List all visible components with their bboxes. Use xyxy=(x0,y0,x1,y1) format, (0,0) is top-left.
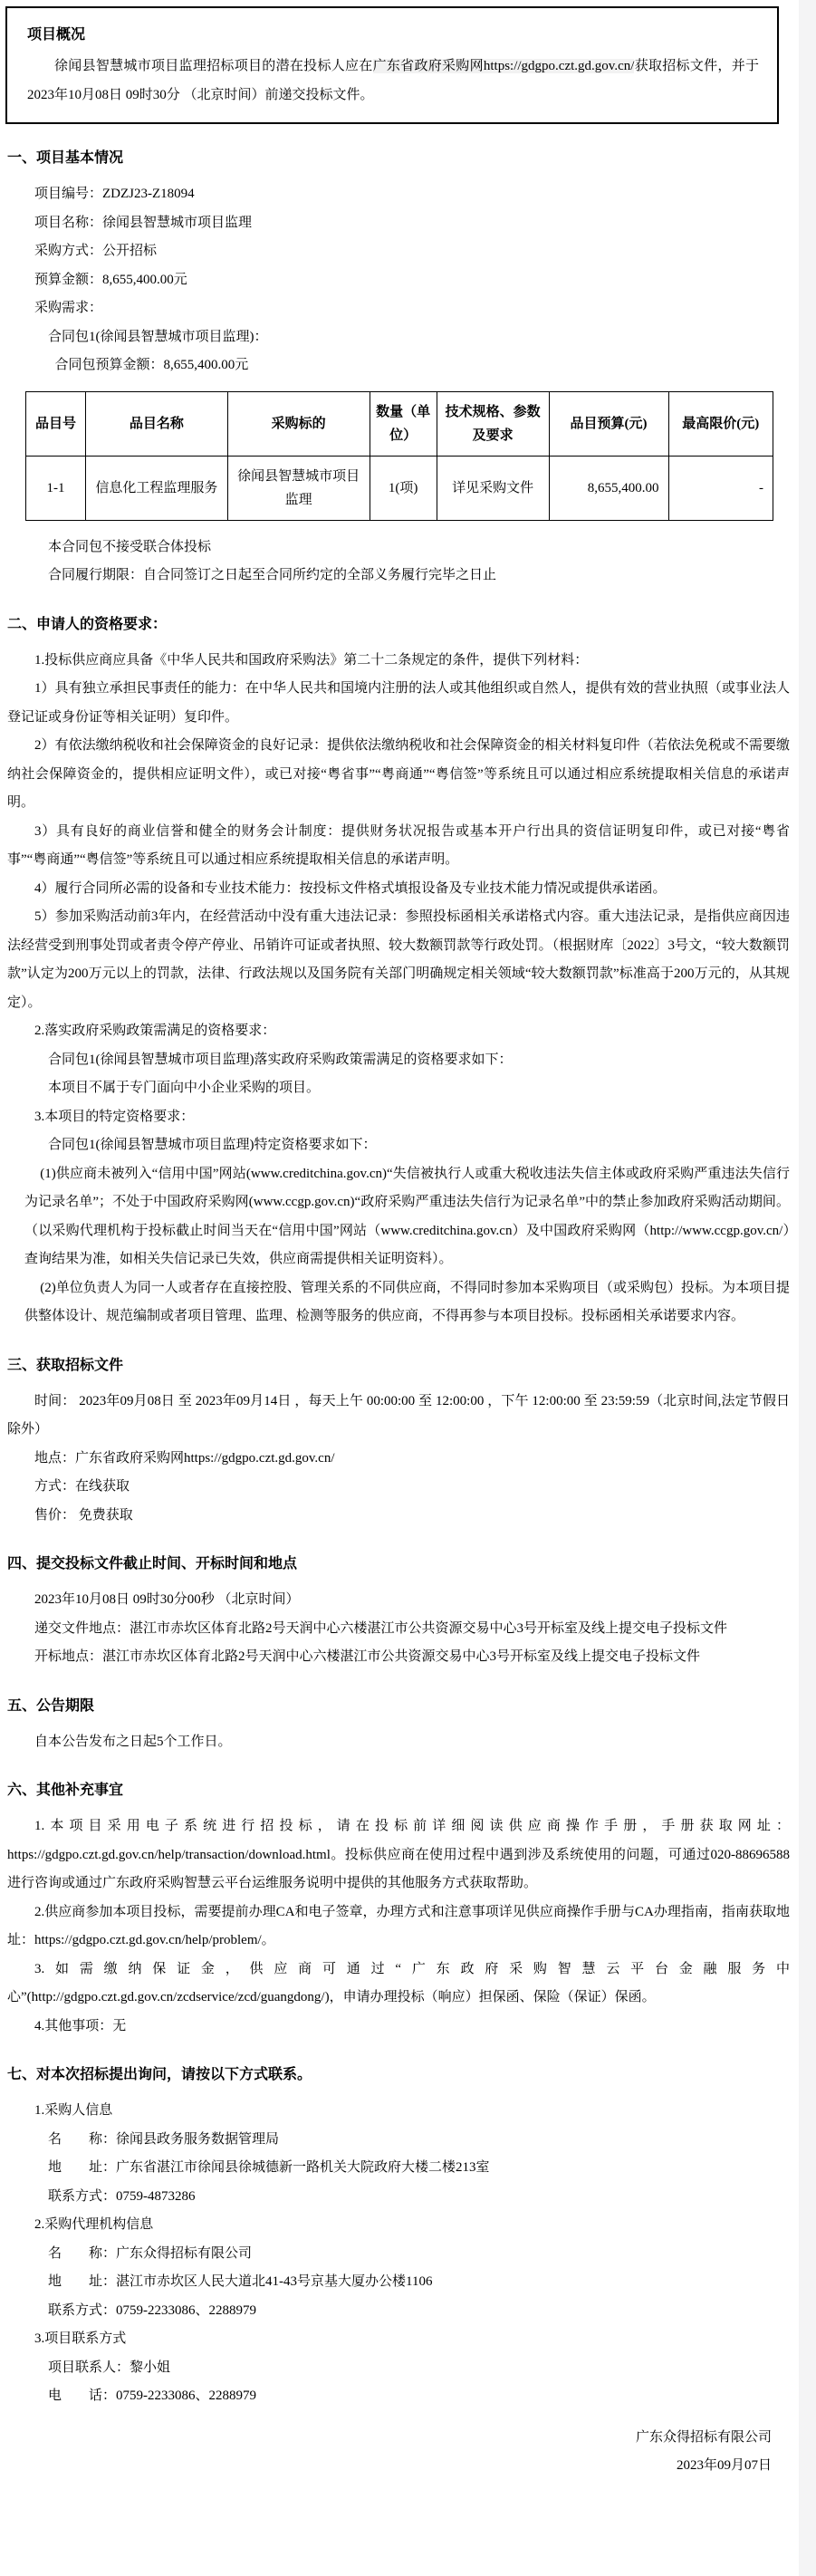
col-header-item-budget: 品目预算(元) xyxy=(549,391,668,456)
contract-package-label: 合同包1(徐闻县智慧城市项目监理)： xyxy=(48,329,268,344)
submission-place: 递交文件地点：湛江市赤坎区体育北路2号天润中心六楼湛江市公共资源交易中心3号开标室及线上提交电子投标文件 xyxy=(34,1620,728,1636)
project-contact-title: 3.项目联系方式 xyxy=(34,2331,127,2346)
contract-package-budget: 合同包预算金额：8,655,400.00元 xyxy=(54,358,249,372)
overview-paragraph xyxy=(27,53,759,110)
signature-date: 2023年09月07日 xyxy=(676,2458,772,2473)
overview-title: 项目概况 xyxy=(27,27,86,43)
agency-info-title: 2.采购代理机构信息 xyxy=(34,2217,154,2232)
agency-name: 名 称：广东众得招标有限公司 xyxy=(48,2245,253,2261)
qualification-paragraph: 4）履行合同所必需的设备和专业技术能力：按投标文件格式填报设备及专业技术能力情况或提供承诺函。 xyxy=(34,880,667,896)
obtain-price: 售价： 免费获取 xyxy=(34,1507,133,1523)
items-table-header-row xyxy=(26,391,773,456)
cell-item-no: 1-1 xyxy=(26,456,86,520)
cell-subject: 徐闻县智慧城市项目监理 xyxy=(227,456,370,520)
section-heading-supplementary: 六、其他补充事宜 xyxy=(7,1783,124,1798)
buyer-name: 名 称：徐闻县政务服务数据管理局 xyxy=(48,2131,280,2147)
procurement-demand-label: 采购需求： xyxy=(34,301,103,315)
section-heading-announcement-period: 五、公告期限 xyxy=(7,1697,95,1714)
project-overview-box xyxy=(5,6,779,124)
overview-text-post: 获取招标文件，并于 2023年10月08日 09时30分 （北京时间）前递交投标文件。 xyxy=(27,59,759,102)
col-header-price-cap: 最高限价(元) xyxy=(668,391,773,456)
col-header-quantity: 数量（单位） xyxy=(370,391,437,456)
col-header-specs: 技术规格、参数及要求 xyxy=(437,391,549,456)
qualification-paragraph: (2)单位负责人为同一人或者存在直接控股、管理关系的不同供应商，不得同时参加本采购项目（或采购包）投标。为本项目提供整体设计、规范编制或者项目管理、监理、检测等服务的供应商，不得再参与本项目投标。投标函相关承诺要求内容。 xyxy=(24,1280,790,1323)
project-contact-person: 项目联系人：黎小姐 xyxy=(48,2360,171,2375)
obtain-method: 方式：在线获取 xyxy=(34,1479,130,1494)
buyer-info-title: 1.采购人信息 xyxy=(34,2103,113,2118)
qualification-paragraph: 1.投标供应商应具备《中华人民共和国政府采购法》第二十二条规定的条件，提供下列材料： xyxy=(34,652,589,668)
supplementary-item: 1.本项目采用电子系统进行招投标，请在投标前详细阅读供应商操作手册，手册获取网址：https://gdgpo.czt.gd.gov.cn/help/transaction/download.html。投标供应商在使用过程中遇到涉及系统使用的问题，可通过020-88696588 进行咨询或通过广东政府采购智慧云平台运维服务说明中提供的其他服务方式获取帮助。 xyxy=(7,1819,790,1890)
contract-period-note: 合同履行期限：自合同签订之日起至合同所约定的全部义务履行完毕之日止 xyxy=(48,568,497,582)
obtain-time: 时间： 2023年09月08日 至 2023年09月14日 ，每天上午 00:00:00 至 12:00:00 ，下午 12:00:00 至 23:59:59（北京时间,法定节假日除外） xyxy=(7,1393,790,1437)
qualification-paragraph: 合同包1(徐闻县智慧城市项目监理)特定资格要求如下： xyxy=(48,1138,377,1152)
agency-contact: 联系方式：0759-2233086、2288979 xyxy=(48,2302,256,2318)
section-heading-qualifications: 二、申请人的资格要求： xyxy=(7,616,168,632)
cell-specs: 详见采购文件 xyxy=(437,456,549,520)
section-heading-submission: 四、提交投标文件截止时间、开标时间和地点 xyxy=(7,1556,298,1572)
overview-text-pre: 徐闻县智慧城市项目监理招标项目的潜在投标人应在 xyxy=(54,59,373,73)
qualification-paragraph: 2.落实政府采购政策需满足的资格要求： xyxy=(34,1024,276,1038)
consortium-note: 本合同包不接受联合体投标 xyxy=(48,539,212,554)
section-heading-obtain-documents: 三、获取招标文件 xyxy=(7,1357,124,1373)
qualification-paragraph: (1)供应商未被列入“信用中国”网站(www.creditchina.gov.cn)“失信被执行人或重大税收违法失信主体或政府采购严重违法失信行为记录名单”；不处于中国政府采购网(www.ccgp.gov.cn)“政府采购严重违法失信行为记录名单”中的禁止参加政府采购活动期间。（以采购代理机构于投标截止时间当天在“信用中国”网站（www.creditchina.gov.cn）及中国政府采购网（http://www.ccgp.gov.cn/）查询结果为准，如相关失信记录已失效，供应商需提供相关证明资料）。 xyxy=(24,1166,790,1266)
buyer-address: 地 址：广东省湛江市徐闻县徐城德新一路机关大院政府大楼二楼213室 xyxy=(48,2160,490,2175)
signature-block xyxy=(0,2424,799,2481)
announcement-period-body: 自本公告发布之日起5个工作日。 xyxy=(34,1734,232,1749)
qualification-paragraph: 2）有依法缴纳税收和社会保障资金的良好记录：提供依法缴纳税收和社会保障资金的相关材料复印件（若依法免税或不需要缴纳社会保障资金的，提供相应证明文件），或已对接“粤省事”“粤商通”“粤信签”等系统且可以通过相应系统提取相关信息的承诺声明。 xyxy=(7,738,790,810)
qualification-paragraph: 1）具有独立承担民事责任的能力：在中华人民共和国境内注册的法人或其他组织或自然人，提供有效的营业执照（或事业法人登记证或身份证等相关证明）复印件。 xyxy=(7,681,790,725)
project-number: 项目编号：ZDZJ23-Z18094 xyxy=(34,187,195,201)
col-header-item-name: 品目名称 xyxy=(86,391,228,456)
section-heading-contacts: 七、对本次招标提出询问，请按以下方式联系。 xyxy=(7,2067,312,2082)
submission-deadline: 2023年10月08日 09时30分00秒 （北京时间） xyxy=(34,1592,300,1607)
bid-opening-place: 开标地点：湛江市赤坎区体育北路2号天润中心六楼湛江市公共资源交易中心3号开标室及线上提交电子投标文件 xyxy=(34,1649,701,1664)
supplementary-item: 4.其他事项：无 xyxy=(34,2018,127,2033)
cell-price-cap: - xyxy=(668,456,773,520)
budget-amount: 预算金额：8,655,400.00元 xyxy=(34,272,187,287)
qualification-paragraph: 3.本项目的特定资格要求： xyxy=(34,1109,195,1124)
items-table-row xyxy=(26,456,773,520)
procurement-method: 采购方式：公开招标 xyxy=(34,244,158,258)
qualification-paragraph: 3）具有良好的商业信誉和健全的财务会计制度：提供财务状况报告或基本开户行出具的资信证明复印件，或已对接“粤省事”“粤商通”“粤信签”等系统且可以通过相应系统提取相关信息的承诺声明。 xyxy=(7,823,790,867)
scrollbar-track[interactable] xyxy=(799,0,816,2576)
cell-quantity: 1(项) xyxy=(370,456,437,520)
project-name: 项目名称：徐闻县智慧城市项目监理 xyxy=(34,215,253,230)
items-table xyxy=(25,391,773,521)
qualification-paragraph: 合同包1(徐闻县智慧城市项目监理)落实政府采购政策需满足的资格要求如下： xyxy=(48,1052,513,1067)
signature-company: 广东众得招标有限公司 xyxy=(635,2429,772,2445)
agency-address: 地 址：湛江市赤坎区人民大道北41-43号京基大厦办公楼1106 xyxy=(48,2274,433,2289)
cell-item-budget: 8,655,400.00 xyxy=(549,456,668,520)
col-header-item-no: 品目号 xyxy=(26,391,86,456)
supplementary-item: 2.供应商参加本项目投标，需要提前办理CA和电子签章，办理方式和注意事项详见供应商操作手册与CA办理指南，指南获取地址：https://gdgpo.czt.gd.gov.cn/help/problem/。 xyxy=(7,1904,790,1947)
buyer-contact: 联系方式：0759-4873286 xyxy=(48,2188,196,2204)
qualification-paragraph: 5）参加采购活动前3年内，在经营活动中没有重大违法记录：参照投标函相关承诺格式内容。重大违法记录，是指供应商因违法经营受到刑事处罚或者责令停产停业、吊销许可证或者执照、较大数额罚款等行政处罚。（根据财库〔2022〕3号文，“较大数额罚款”认定为200万元以上的罚款，法律、行政法规以及国务院有关部门明确规定相关领域“较大数额罚款”标准高于200万元的，从其规定）。 xyxy=(7,909,790,1010)
cell-item-name: 信息化工程监理服务 xyxy=(86,456,228,520)
qualification-paragraph: 本项目不属于专门面向中小企业采购的项目。 xyxy=(48,1081,321,1095)
col-header-subject: 采购标的 xyxy=(227,391,370,456)
section-heading-basic-info: 一、项目基本情况 xyxy=(7,150,124,166)
project-contact-phone: 电 话：0759-2233086、2288979 xyxy=(48,2389,256,2403)
obtain-place: 地点：广东省政府采购网https://gdgpo.czt.gd.gov.cn/ xyxy=(34,1450,335,1466)
procurement-site-link[interactable]: 广东省政府采购网https://gdgpo.czt.gd.gov.cn/ xyxy=(372,59,635,73)
supplementary-item: 3.如需缴纳保证金，供应商可通过“广东政府采购智慧云平台金融服务中心”(http://gdgpo.czt.gd.gov.cn/zcdservice/zcd/guangdong/)，申请办理投标（响应）担保函、保险（保证）保函。 xyxy=(7,1961,790,2004)
